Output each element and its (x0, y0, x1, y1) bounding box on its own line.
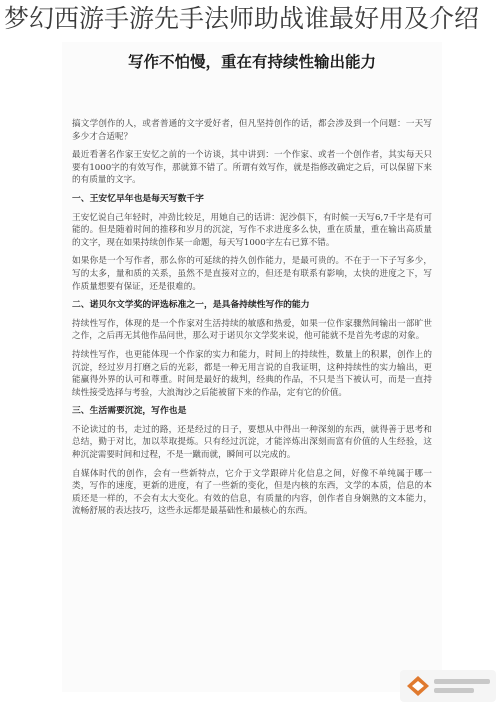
paragraph: 持续性写作，也更能体现一个作家的实力和能力，时间上的持续性，数量上的积累，创作上的沉淀，经过岁月打磨之后的光彩，都是一种无用言说的自我证明，这种持续性的实力输出，更能赢得外界的认可和尊重。时间是最好的裁判，经典的作品，不只是当下被认可，而是一直持续性接受选择与考验，大浪淘沙之后能被留下来的作品，定有它的价值。 (72, 349, 432, 398)
watermark-mark (434, 688, 474, 693)
paragraph: 持续性写作，体现的是一个作家对生活持续的敏感和热爱，如果一位作家骤然间输出一部旷世之作，之后再无其他作品问世，那么对于诺贝尔文学奖来说，他可能就不是首先考虑的对象。 (72, 318, 432, 342)
watermark (400, 670, 496, 702)
article-image (62, 42, 442, 692)
site-logo-icon (406, 675, 430, 697)
section-heading: 二、诺贝尔文学奖的评选标准之一，是具备持续性写作的能力 (72, 300, 310, 311)
watermark-mark (434, 679, 490, 684)
article-body (72, 118, 432, 524)
paragraph: 搞文学创作的人，或者普通的文字爱好者，但凡坚持创作的话，都会涉及到一个问题：一天写多少才合适呢？ (72, 119, 432, 142)
paragraph: 最近看著名作家王安忆之前的一个访谈，其中讲到：一个作家、或者一个创作者，其实每天只要有1000字的有效写作，那就算不错了。所谓有效写作，就是指修改确定之后，可以保留下来的有质量的文字。 (72, 150, 432, 186)
section-heading: 三、生活需要沉淀，写作也是 (72, 406, 187, 417)
section-heading: 一、王安忆早年也是每天写数千字 (72, 193, 204, 204)
paragraph: 如果你是一个写作者，那么你的可延续的持久创作能力，是最可贵的。不在于一下子写多少，写的太多，量和质的关系，虽然不是直接对立的，但还是有联系有影响，太快的进度之下，写作质量想要有保证，还是很难的。 (72, 256, 432, 292)
paragraph: 王安忆说自己年轻时，冲劲比较足，用她自己的话讲：泥沙俱下，有时候一天写6,7千字是有可能的。但是随着时间的推移和岁月的沉淀，写作不求进度多么快，重在质量，重在输出高质量的文字，现在如果持续创作某一命题，每天写1000字左右已算不错。 (72, 212, 432, 248)
article-title: 写作不怕慢，重在有持续性输出能力 (127, 53, 376, 71)
paragraph: 自媒体时代的创作，会有一些新特点，它介于文学跟碎片化信息之间，好像不单纯属于哪一类，写作的速度，更新的进度，有了一些新的变化，但是内核的东西，文学的本质，信息的本质还是一样的，不会有太大变化。有效的信息，有质量的内容，创作者自身娴熟的文本能力，流畅舒展的表达技巧，这些永远都是最基础性和最核心的东西。 (72, 468, 432, 517)
banner-title: 梦幻西游手游先手法师助战谁最好用及介绍 (4, 4, 480, 33)
banner (0, 0, 500, 40)
paragraph: 不论读过的书，走过的路，还是经过的日子，要想从中得出一种深刻的东西，就得善于思考和总结，勤于对比，加以萃取提炼。只有经过沉淀，才能淬炼出深刻而富有价值的人生经验，这种沉淀需要时间和过程，不是一蹴而就，瞬间可以完成的。 (72, 424, 432, 461)
